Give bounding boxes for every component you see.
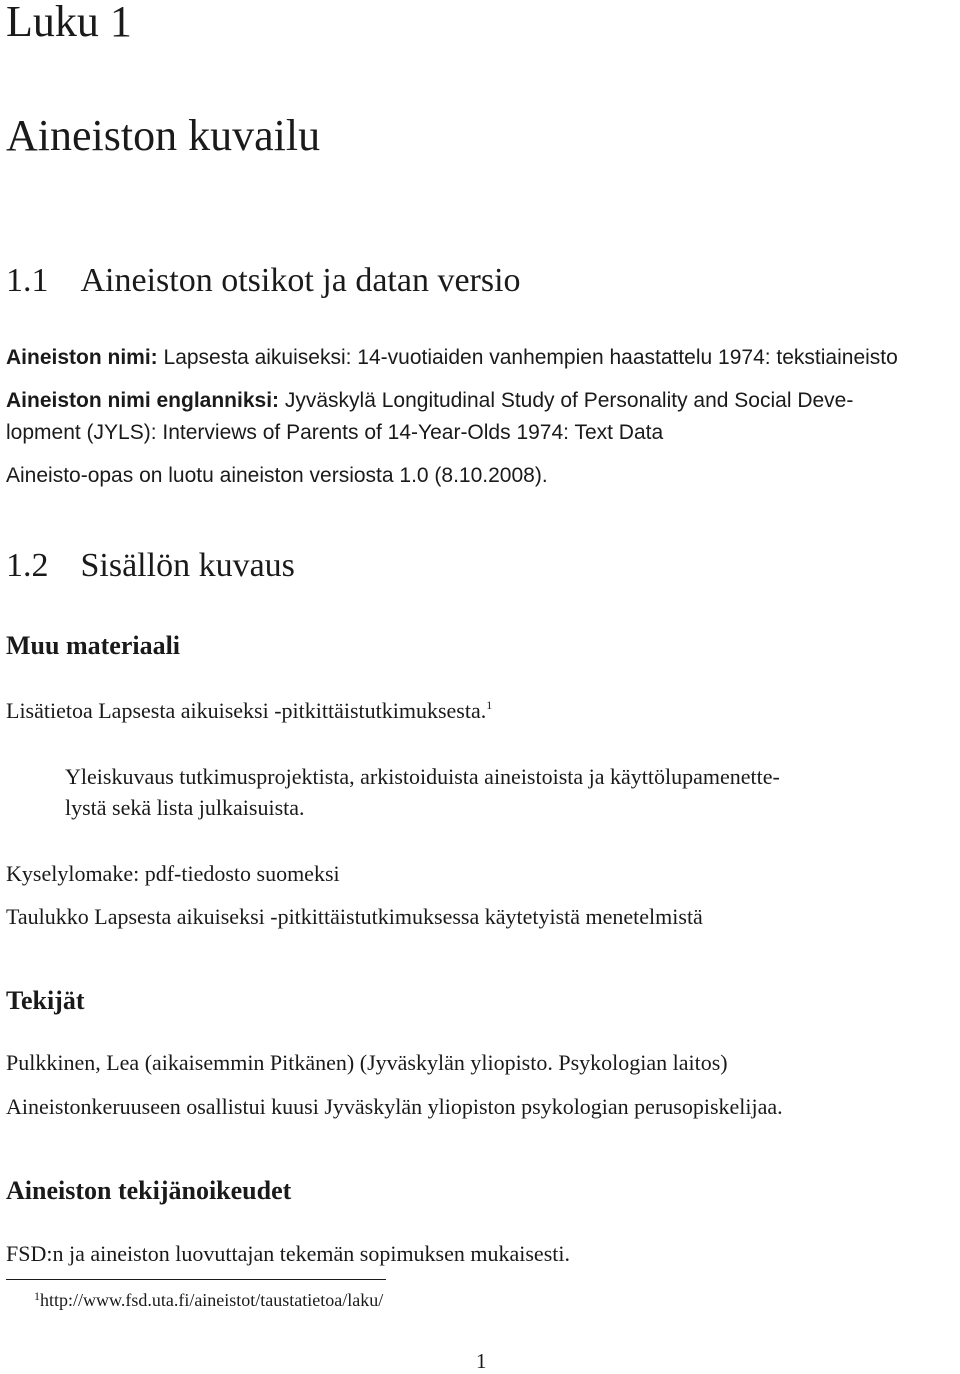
footnote-divider [6, 1279, 386, 1280]
dataset-name-value: Lapsesta aikuiseksi: 14-vuotiaiden vanhempien haastattelu 1974: tekstiaineisto [163, 346, 898, 369]
dataset-english-name-cont: lopment (JYLS): Interviews of Parents of 14-Year-Olds 1974: Text Data [6, 421, 664, 444]
questionnaire-link[interactable]: Kyselylomake: pdf-tiedosto suomeksi [6, 861, 340, 886]
chapter-label: Luku 1 [6, 0, 132, 46]
copyright-heading: Aineiston tekijänoikeudet [6, 1176, 292, 1205]
footnote-reference[interactable]: 1 [486, 698, 493, 712]
overview-line-2[interactable]: lystä sekä lista julkaisuista. [65, 795, 305, 820]
footnote [34, 1290, 383, 1311]
section-heading-1-2 [6, 547, 295, 585]
data-collection-line: Aineistonkeruuseen osallistui kuusi Jyväskylän yliopiston psykologian perusopiskelijaa. [6, 1094, 783, 1119]
authors-heading: Tekijät [6, 986, 85, 1015]
footnote-url[interactable]: http://www.fsd.uta.fi/aineistot/taustatietoa/laku/ [40, 1290, 384, 1310]
other-material-heading: Muu materiaali [6, 631, 181, 660]
more-info-text: Lisätietoa Lapsesta aikuiseksi -pitkittäistutkimuksesta.$^1$ [6, 698, 493, 723]
dataset-name-label: Aineiston nimi: [6, 346, 158, 369]
methods-table-link[interactable]: Taulukko Lapsesta aikuiseksi -pitkittäistutkimuksessa käytetyistä menetelmistä [6, 904, 703, 929]
page-number: 1 [476, 1349, 487, 1373]
dataset-english-label: Aineiston nimi englanniksi: [6, 389, 280, 412]
section-title: Sisällön kuvaus [80, 547, 295, 584]
version-text: Aineisto-opas on luotu aineiston versiosta 1.0 (8.10.2008). [6, 464, 548, 487]
section-title: Aineiston otsikot ja datan versio [80, 262, 521, 299]
section-number: 1.1 [6, 262, 49, 299]
copyright-text: FSD:n ja aineiston luovuttajan tekemän sopimuksen mukaisesti. [6, 1241, 570, 1266]
section-number: 1.2 [6, 547, 49, 584]
overview-line-1[interactable]: Yleiskuvaus tutkimusprojektista, arkistoiduista aineistoista ja käyttölupamenette- [65, 764, 780, 789]
chapter-title: Aineiston kuvailu [6, 111, 321, 160]
dataset-name-line [6, 346, 898, 370]
footnote-mark: 1 [34, 1289, 40, 1303]
dataset-english-name-line [6, 389, 853, 413]
dataset-english-value: Jyväskylä Longitudinal Study of Personality and Social Deve- [284, 389, 854, 412]
author-line: Pulkkinen, Lea (aikaisemmin Pitkänen) (Jyväskylän yliopisto. Psykologian laitos) [6, 1050, 728, 1075]
section-heading-1-1 [6, 262, 521, 300]
